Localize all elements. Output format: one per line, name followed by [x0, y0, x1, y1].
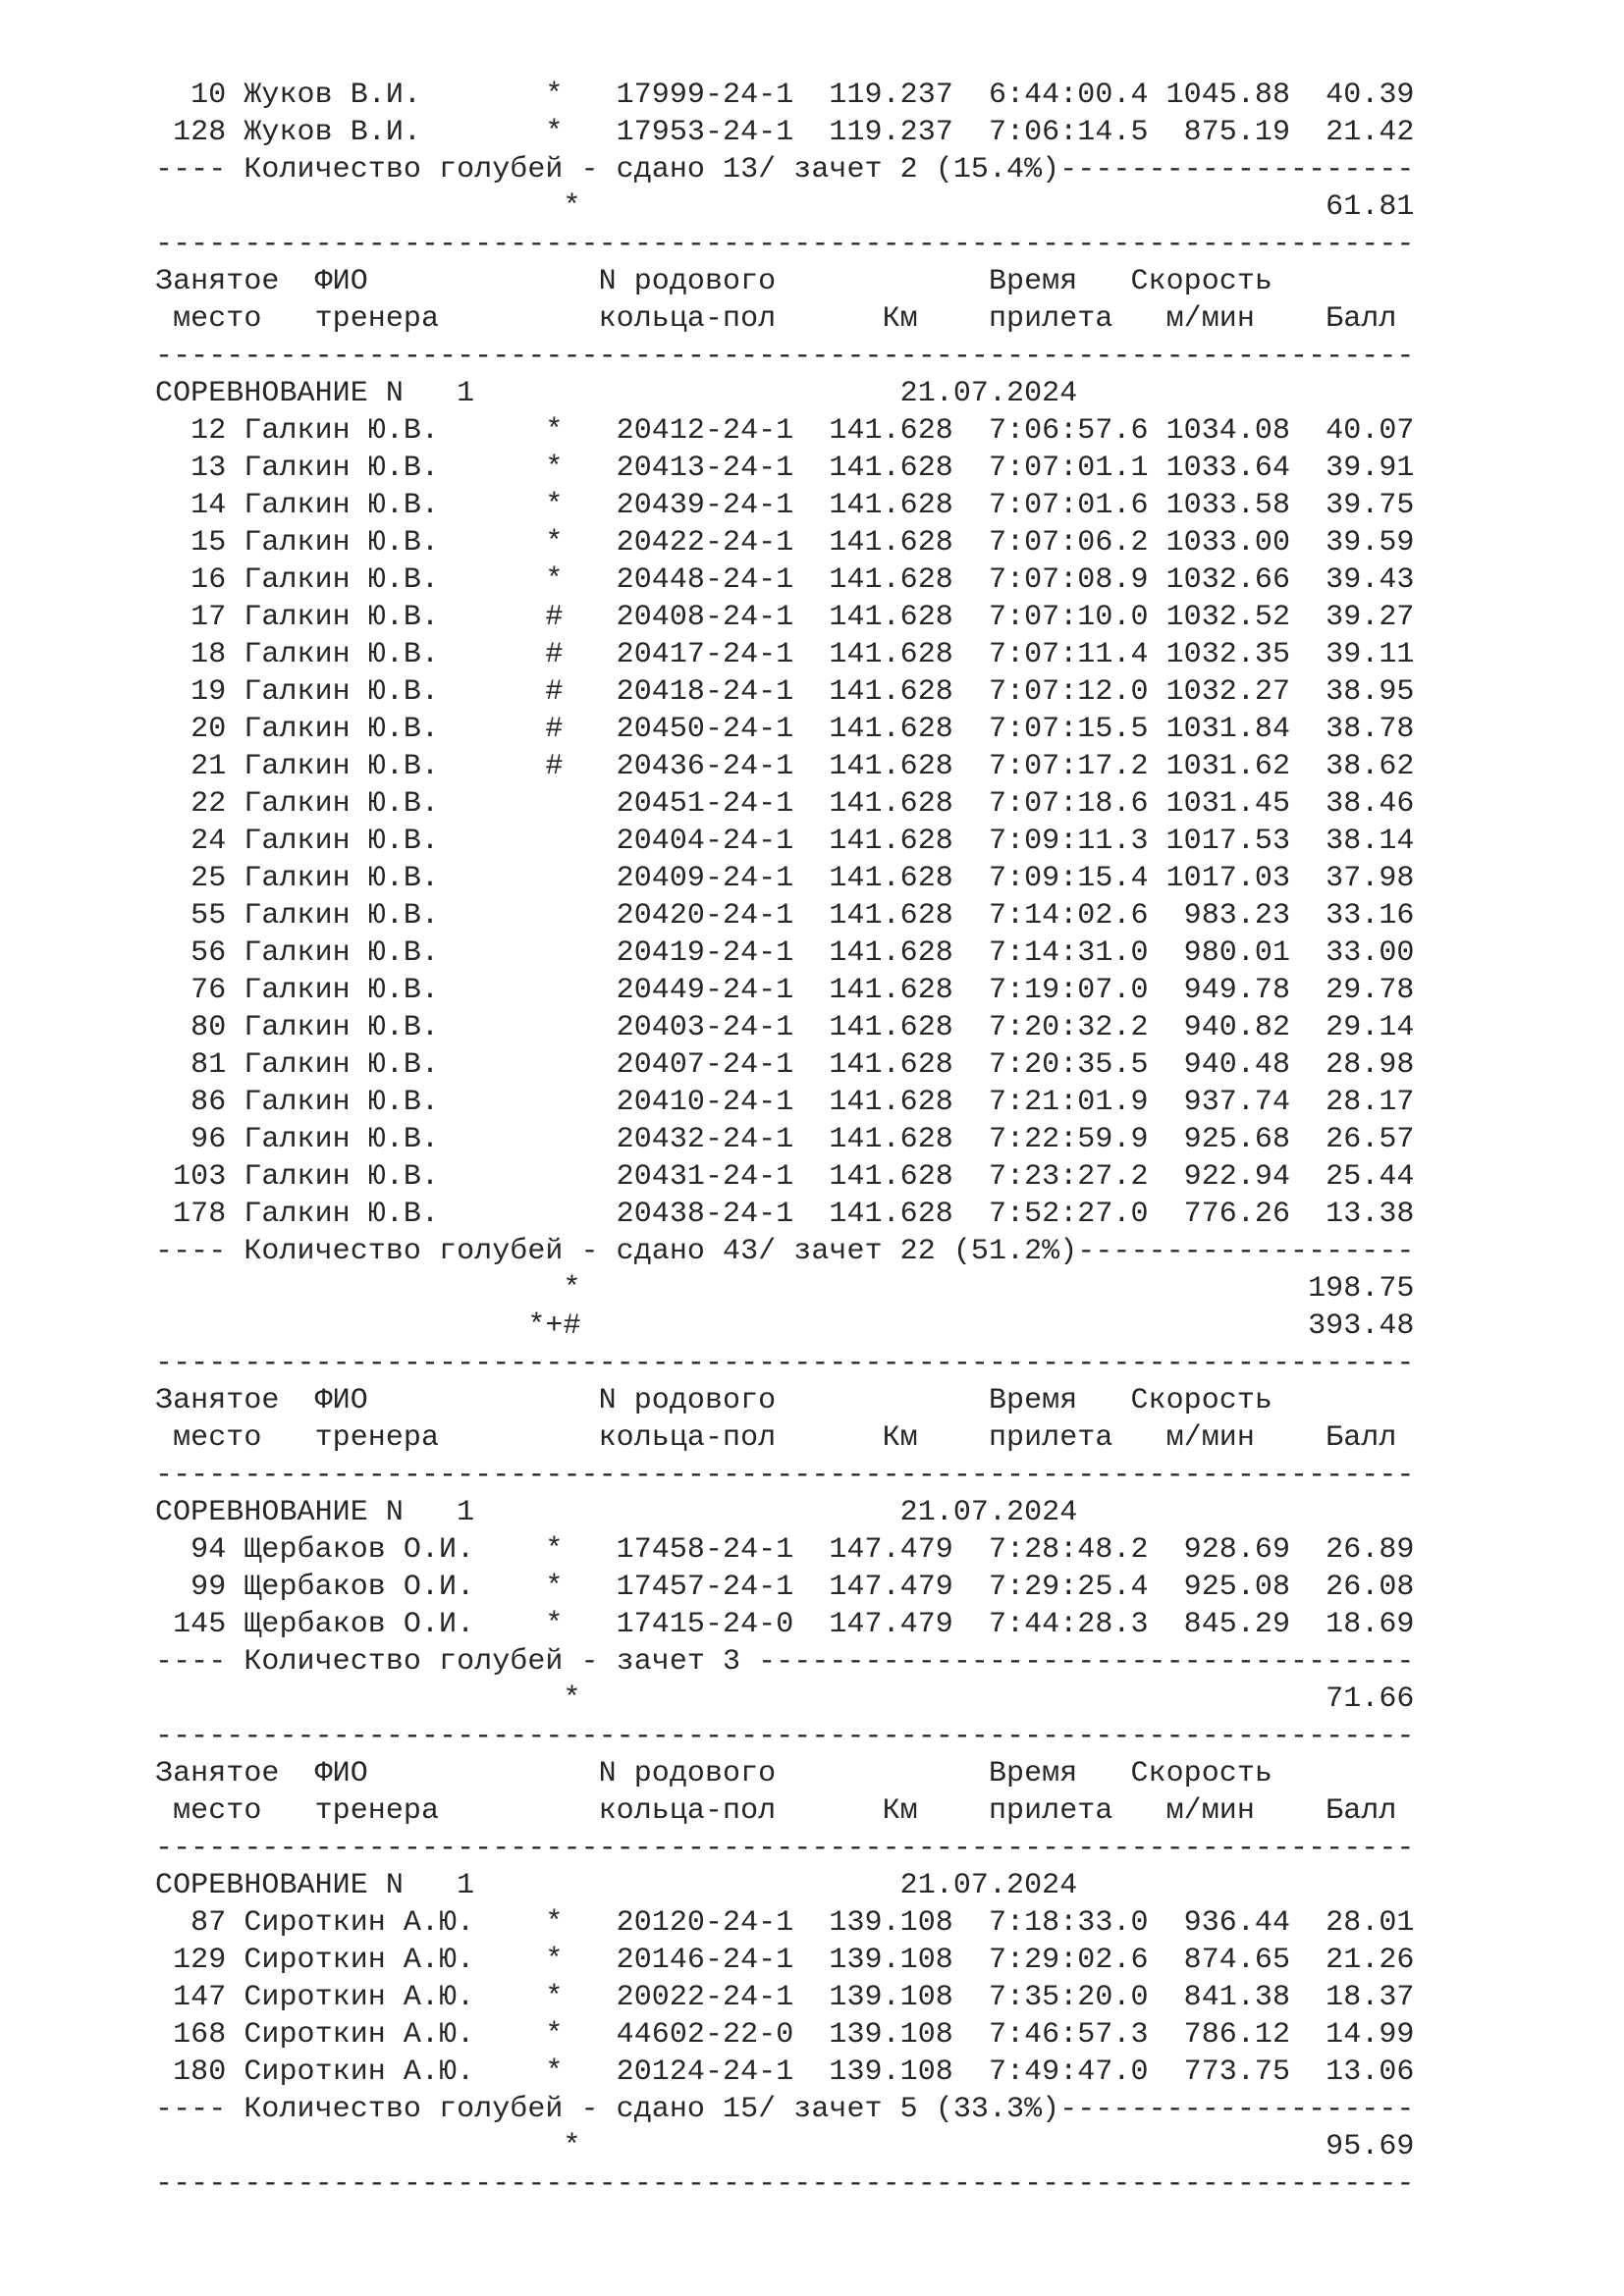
total-line: *+# 393.48 — [155, 1309, 1415, 1343]
competition-line: СОРЕВНОВАНИЕ N 1 21.07.2024 — [155, 1496, 1078, 1529]
pigeon-block — [155, 1382, 1589, 1755]
divider: ----------------------------------------------------------------------- — [155, 228, 1415, 261]
column-header-line1: Занятое ФИО N родового Время Скорость — [155, 1384, 1272, 1417]
column-header-line2: место тренера кольца-пол Км прилета м/мин Балл — [155, 302, 1397, 336]
divider: ----------------------------------------------------------------------- — [155, 340, 1415, 373]
pigeon-block — [155, 263, 1589, 1382]
column-header-line2: место тренера кольца-пол Км прилета м/мин Балл — [155, 1421, 1397, 1455]
summary-line: ---- Количество голубей - сдано 13/ зачет 2 (15.4%)-------------------- — [155, 153, 1415, 187]
divider: ----------------------------------------------------------------------- — [155, 1347, 1415, 1380]
competition-line: СОРЕВНОВАНИЕ N 1 21.07.2024 — [155, 377, 1078, 410]
result-row: 24 Галкин Ю.В. 20404-24-1 141.628 7:09:11.3 1017.53 38.14 — [155, 825, 1415, 858]
results-report — [155, 77, 1589, 2203]
result-row: 16 Галкин Ю.В. * 20448-24-1 141.628 7:07:08.9 1032.66 39.43 — [155, 563, 1415, 597]
result-row: 20 Галкин Ю.В. # 20450-24-1 141.628 7:07:15.5 1031.84 38.78 — [155, 713, 1415, 746]
result-row: 96 Галкин Ю.В. 20432-24-1 141.628 7:22:59.9 925.68 26.57 — [155, 1123, 1415, 1156]
summary-line: ---- Количество голубей - сдано 43/ зачет 22 (51.2%)------------------- — [155, 1235, 1415, 1268]
result-row: 10 Жуков В.И. * 17999-24-1 119.237 6:44:00.4 1045.88 40.39 — [155, 79, 1415, 112]
result-row: 129 Сироткин А.Ю. * 20146-24-1 139.108 7:29:02.6 874.65 21.26 — [155, 1944, 1415, 1977]
result-row: 147 Сироткин А.Ю. * 20022-24-1 139.108 7:35:20.0 841.38 18.37 — [155, 1981, 1415, 2014]
result-row: 94 Щербаков О.И. * 17458-24-1 147.479 7:28:48.2 928.69 26.89 — [155, 1533, 1415, 1567]
competition-line: СОРЕВНОВАНИЕ N 1 21.07.2024 — [155, 1869, 1078, 1902]
divider: ----------------------------------------------------------------------- — [155, 1459, 1415, 1492]
pigeon-block — [155, 1755, 1589, 2203]
result-row: 103 Галкин Ю.В. 20431-24-1 141.628 7:23:27.2 922.94 25.44 — [155, 1160, 1415, 1194]
result-row: 178 Галкин Ю.В. 20438-24-1 141.628 7:52:27.0 776.26 13.38 — [155, 1198, 1415, 1231]
divider: ----------------------------------------------------------------------- — [155, 2167, 1415, 2201]
result-row: 25 Галкин Ю.В. 20409-24-1 141.628 7:09:15.4 1017.03 37.98 — [155, 862, 1415, 895]
column-header-line1: Занятое ФИО N родового Время Скорость — [155, 265, 1272, 298]
result-row: 14 Галкин Ю.В. * 20439-24-1 141.628 7:07:01.6 1033.58 39.75 — [155, 489, 1415, 522]
result-row: 99 Щербаков О.И. * 17457-24-1 147.479 7:29:25.4 925.08 26.08 — [155, 1571, 1415, 1604]
pigeon-block — [155, 77, 1589, 263]
result-row: 86 Галкин Ю.В. 20410-24-1 141.628 7:21:01.9 937.74 28.17 — [155, 1086, 1415, 1119]
result-row: 55 Галкин Ю.В. 20420-24-1 141.628 7:14:02.6 983.23 33.16 — [155, 899, 1415, 933]
result-row: 128 Жуков В.И. * 17953-24-1 119.237 7:06:14.5 875.19 21.42 — [155, 116, 1415, 149]
result-row: 21 Галкин Ю.В. # 20436-24-1 141.628 7:07:17.2 1031.62 38.62 — [155, 750, 1415, 783]
result-row: 15 Галкин Ю.В. * 20422-24-1 141.628 7:07:06.2 1033.00 39.59 — [155, 526, 1415, 560]
result-row: 80 Галкин Ю.В. 20403-24-1 141.628 7:20:32.2 940.82 29.14 — [155, 1011, 1415, 1044]
result-row: 17 Галкин Ю.В. # 20408-24-1 141.628 7:07:10.0 1032.52 39.27 — [155, 601, 1415, 634]
total-line: * 71.66 — [155, 1682, 1415, 1716]
summary-line: ---- Количество голубей - сдано 15/ зачет 5 (33.3%)-------------------- — [155, 2093, 1415, 2126]
result-row: 22 Галкин Ю.В. 20451-24-1 141.628 7:07:18.6 1031.45 38.46 — [155, 787, 1415, 821]
summary-line: ---- Количество голубей - зачет 3 ------------------------------------- — [155, 1645, 1415, 1679]
result-row: 56 Галкин Ю.В. 20419-24-1 141.628 7:14:31.0 980.01 33.00 — [155, 936, 1415, 970]
result-row: 168 Сироткин А.Ю. * 44602-22-0 139.108 7:46:57.3 786.12 14.99 — [155, 2018, 1415, 2052]
column-header-line1: Занятое ФИО N родового Время Скорость — [155, 1757, 1272, 1790]
result-row: 76 Галкин Ю.В. 20449-24-1 141.628 7:19:07.0 949.78 29.78 — [155, 974, 1415, 1007]
result-row: 81 Галкин Ю.В. 20407-24-1 141.628 7:20:35.5 940.48 28.98 — [155, 1048, 1415, 1082]
divider: ----------------------------------------------------------------------- — [155, 1832, 1415, 1865]
result-row: 180 Сироткин А.Ю. * 20124-24-1 139.108 7:49:47.0 773.75 13.06 — [155, 2056, 1415, 2089]
result-row: 12 Галкин Ю.В. * 20412-24-1 141.628 7:06:57.6 1034.08 40.07 — [155, 414, 1415, 448]
divider: ----------------------------------------------------------------------- — [155, 1720, 1415, 1753]
total-line: * 61.81 — [155, 190, 1415, 224]
result-row: 19 Галкин Ю.В. # 20418-24-1 141.628 7:07:12.0 1032.27 38.95 — [155, 675, 1415, 709]
column-header-line2: место тренера кольца-пол Км прилета м/мин Балл — [155, 1794, 1397, 1828]
total-line: * 198.75 — [155, 1272, 1415, 1306]
total-line: * 95.69 — [155, 2130, 1415, 2163]
result-row: 13 Галкин Ю.В. * 20413-24-1 141.628 7:07:01.1 1033.64 39.91 — [155, 452, 1415, 485]
result-row: 18 Галкин Ю.В. # 20417-24-1 141.628 7:07:11.4 1032.35 39.11 — [155, 638, 1415, 671]
result-row: 87 Сироткин А.Ю. * 20120-24-1 139.108 7:18:33.0 936.44 28.01 — [155, 1906, 1415, 1940]
result-row: 145 Щербаков О.И. * 17415-24-0 147.479 7:44:28.3 845.29 18.69 — [155, 1608, 1415, 1641]
